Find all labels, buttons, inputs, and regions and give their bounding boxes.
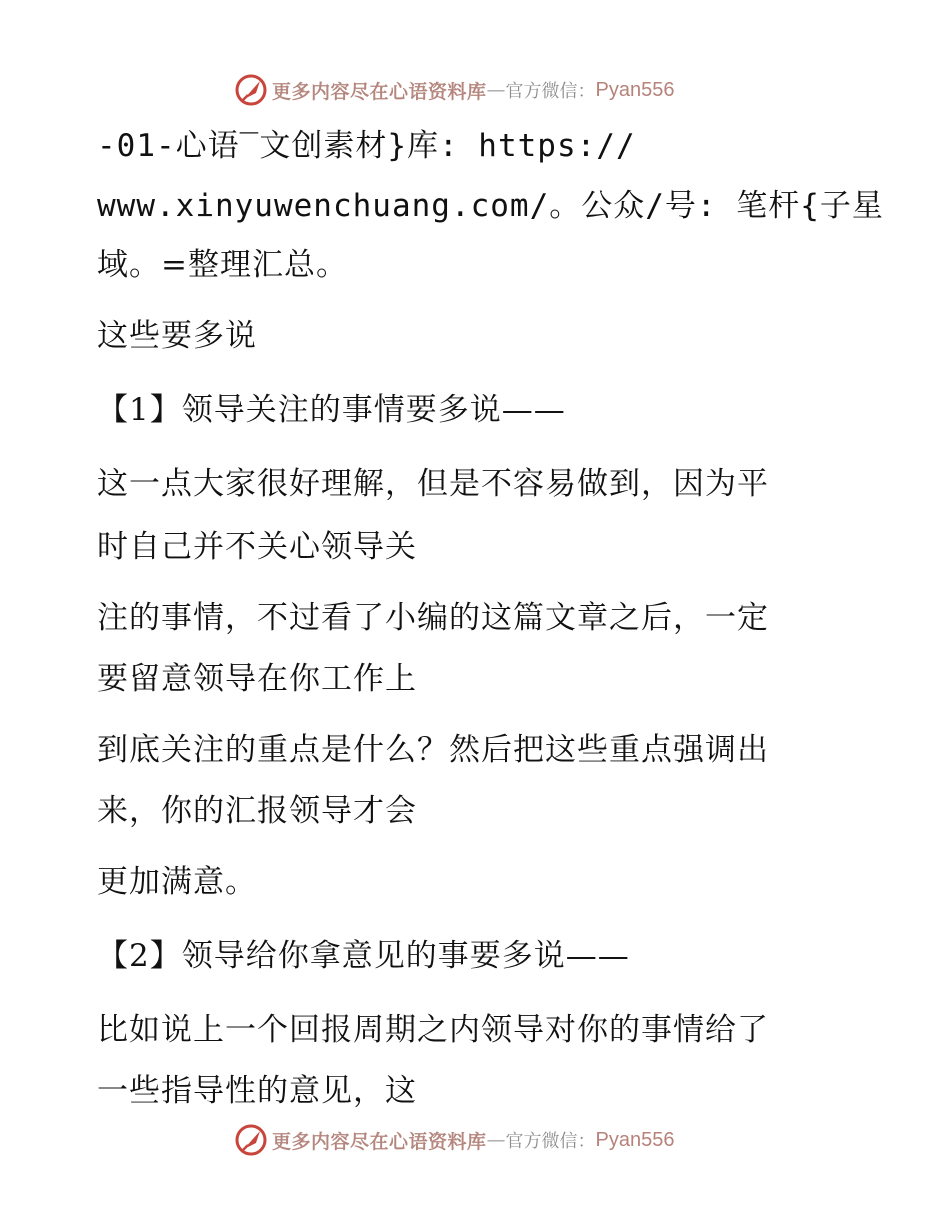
text-line: 这一点大家很好理解，但是不容易做到，因为平 [97, 466, 769, 502]
banner-dash: — [486, 1129, 506, 1151]
banner-wechat-label: 官方微信： [505, 81, 596, 102]
header-watermark-banner [0, 68, 950, 112]
text-line: 要留意领导在你工作上 [97, 661, 417, 697]
banner-main-text: 更多内容尽在心语资料库 [272, 1130, 487, 1153]
text-line: 【2】领导给你拿意见的事要多说—— [97, 938, 630, 974]
quill-logo-icon [234, 1123, 268, 1157]
banner-wechat-id: Pyan556 [595, 78, 675, 101]
text-line: 来，你的汇报领导才会 [97, 793, 417, 829]
text-line: 一些指导性的意见，这 [97, 1073, 417, 1109]
text-line: -01-心语‾文创素材}库: https:// [97, 128, 636, 164]
text-line: 比如说上一个回报周期之内领导对你的事情给了 [97, 1012, 769, 1048]
text-line: 更加满意。 [97, 864, 257, 900]
quill-logo-icon [234, 73, 268, 107]
section-heading: 这些要多说 [97, 318, 257, 354]
footer-watermark-banner [0, 1118, 950, 1162]
text-line: 到底关注的重点是什么？然后把这些重点强调出 [97, 732, 769, 768]
banner-dash: — [486, 79, 506, 101]
banner-wechat-id: Pyan556 [595, 1128, 675, 1151]
text-line: 【1】领导关注的事情要多说—— [97, 392, 566, 428]
banner-main-text: 更多内容尽在心语资料库 [272, 80, 487, 103]
text-line: 注的事情，不过看了小编的这篇文章之后，一定 [97, 600, 769, 636]
banner-wechat-label: 官方微信： [505, 1131, 596, 1152]
text-line: 时自己并不关心领导关 [97, 529, 417, 565]
text-line: 域。=整理汇总。 [97, 247, 348, 283]
text-line: www.xinyuwenchuang.com/。公众/号: 笔杆{子星 [97, 188, 884, 224]
